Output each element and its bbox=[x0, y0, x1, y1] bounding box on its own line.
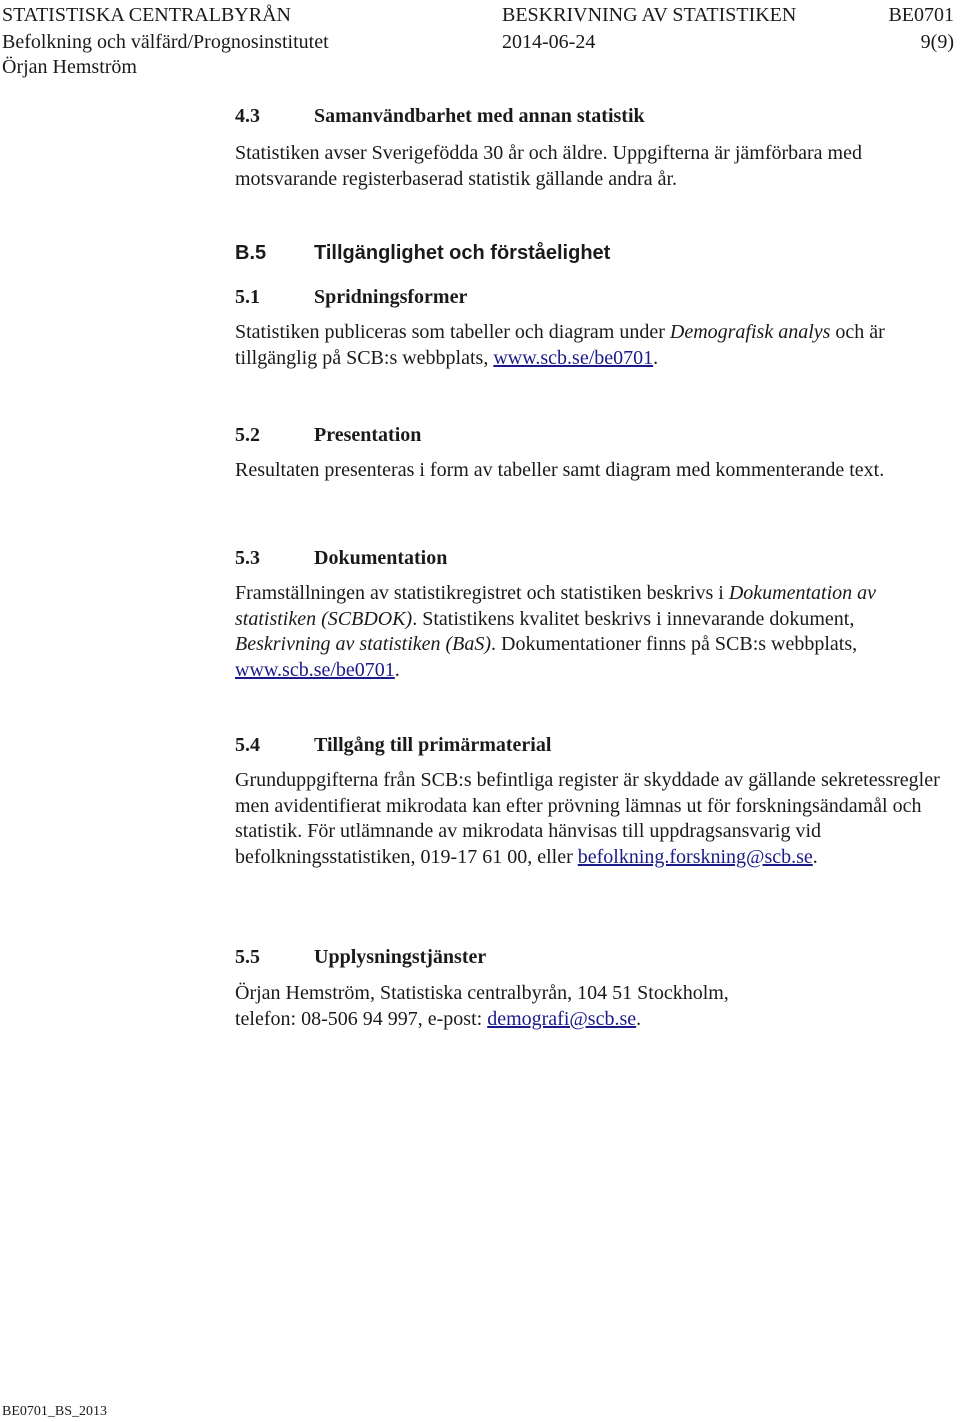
section-5-1-heading bbox=[235, 285, 467, 309]
text-run: . Statistikens kvalitet beskrivs i innevarande dokument, bbox=[412, 607, 855, 630]
section-title: Dokumentation bbox=[314, 547, 448, 569]
italic-run: Demografisk analys bbox=[669, 321, 831, 343]
text-run: och är tillgänglig på SCB:s webbplats, bbox=[235, 321, 885, 369]
section-5-3-text bbox=[235, 581, 940, 683]
section-number: 5.3 bbox=[235, 547, 260, 569]
header-department: Befolkning och välfärd/Prognosinstitutet bbox=[2, 31, 329, 53]
section-title: Tillgång till primärmaterial bbox=[314, 734, 552, 756]
section-4-3-text: Statistiken avser Sverigefödda 30 år och äldre. Uppgifterna är jämförbara med motsvarande registerbaserad statistik gällande andra år. bbox=[235, 142, 862, 190]
header-org: STATISTISKA CENTRALBYRÅN bbox=[2, 4, 291, 26]
italic-run: Dokumentation av statistiken (SCBDOK) bbox=[235, 582, 876, 630]
section-5-5-heading bbox=[235, 945, 486, 969]
section-number: 5.5 bbox=[235, 946, 260, 968]
contact-line: Örjan Hemström, Statistiska centralbyrån, 104 51 Stockholm, bbox=[235, 982, 729, 1004]
section-5-4-text bbox=[235, 768, 940, 870]
text-run: . bbox=[812, 845, 818, 868]
section-5-1-text bbox=[235, 320, 940, 371]
section-number: 5.1 bbox=[235, 286, 260, 308]
section-number: 4.3 bbox=[235, 105, 260, 127]
contact-line bbox=[235, 1007, 940, 1033]
text-run: . Dokumentationer finns på SCB:s webbplats, bbox=[491, 633, 858, 655]
header-author: Örjan Hemström bbox=[2, 56, 137, 78]
section-b5-heading bbox=[235, 241, 610, 265]
text-run: Grunduppgifterna från SCB:s befintliga register är skyddade av gällande sekretessregler men avidentifierat mikrodata kan efter prövning lämnas ut för forskningsändamål och statistik. För utlämnande av mikrodata hänvisas till uppdragsansvarig vid befolkningsstatistiken, 019-17 61 00, eller bbox=[235, 769, 940, 868]
text-run: . bbox=[636, 1007, 642, 1030]
email-link-forskning[interactable]: befolkning.forskning@scb.se bbox=[577, 845, 813, 868]
email-link-demografi[interactable]: demografi@scb.se bbox=[487, 1007, 637, 1030]
section-title: Upplysningstjänster bbox=[314, 946, 487, 968]
section-number: 5.4 bbox=[235, 734, 260, 756]
header-page-number: 9(9) bbox=[920, 31, 954, 53]
text-run: Statistiken publiceras som tabeller och diagram under bbox=[235, 321, 670, 343]
section-title: Tillgänglighet och förståelighet bbox=[314, 242, 611, 264]
section-5-2-text: Resultaten presenteras i form av tabeller samt diagram med kommenterande text. bbox=[235, 459, 885, 481]
section-number: 5.2 bbox=[235, 424, 260, 446]
section-4-3-heading bbox=[235, 104, 645, 128]
section-number: B.5 bbox=[235, 242, 267, 264]
text-run: . bbox=[653, 346, 659, 369]
footer-doc-code: BE0701_BS_2013 bbox=[2, 1404, 108, 1419]
section-5-4-heading bbox=[235, 733, 551, 757]
text-run: . bbox=[394, 658, 400, 681]
header-doc-code: BE0701 bbox=[888, 4, 954, 26]
text-run: Framställningen av statistikregistret och statistiken beskrivs i bbox=[235, 582, 729, 604]
text-run: telefon: 08-506 94 997, e-post: bbox=[235, 1007, 488, 1030]
header-doc-type: BESKRIVNING AV STATISTIKEN bbox=[502, 4, 797, 26]
section-5-3-heading bbox=[235, 546, 447, 570]
section-title: Samanvändbarhet med annan statistik bbox=[314, 105, 645, 127]
section-title: Presentation bbox=[314, 424, 422, 446]
scb-website-link[interactable]: www.scb.se/be0701 bbox=[493, 346, 654, 369]
header-date: 2014-06-24 bbox=[502, 31, 596, 53]
scb-website-link[interactable]: www.scb.se/be0701 bbox=[235, 658, 395, 681]
section-title: Spridningsformer bbox=[314, 286, 468, 308]
italic-run: Beskrivning av statistiken (BaS) bbox=[235, 633, 492, 655]
section-5-2-heading bbox=[235, 423, 421, 447]
section-5-5-text bbox=[235, 981, 940, 1032]
